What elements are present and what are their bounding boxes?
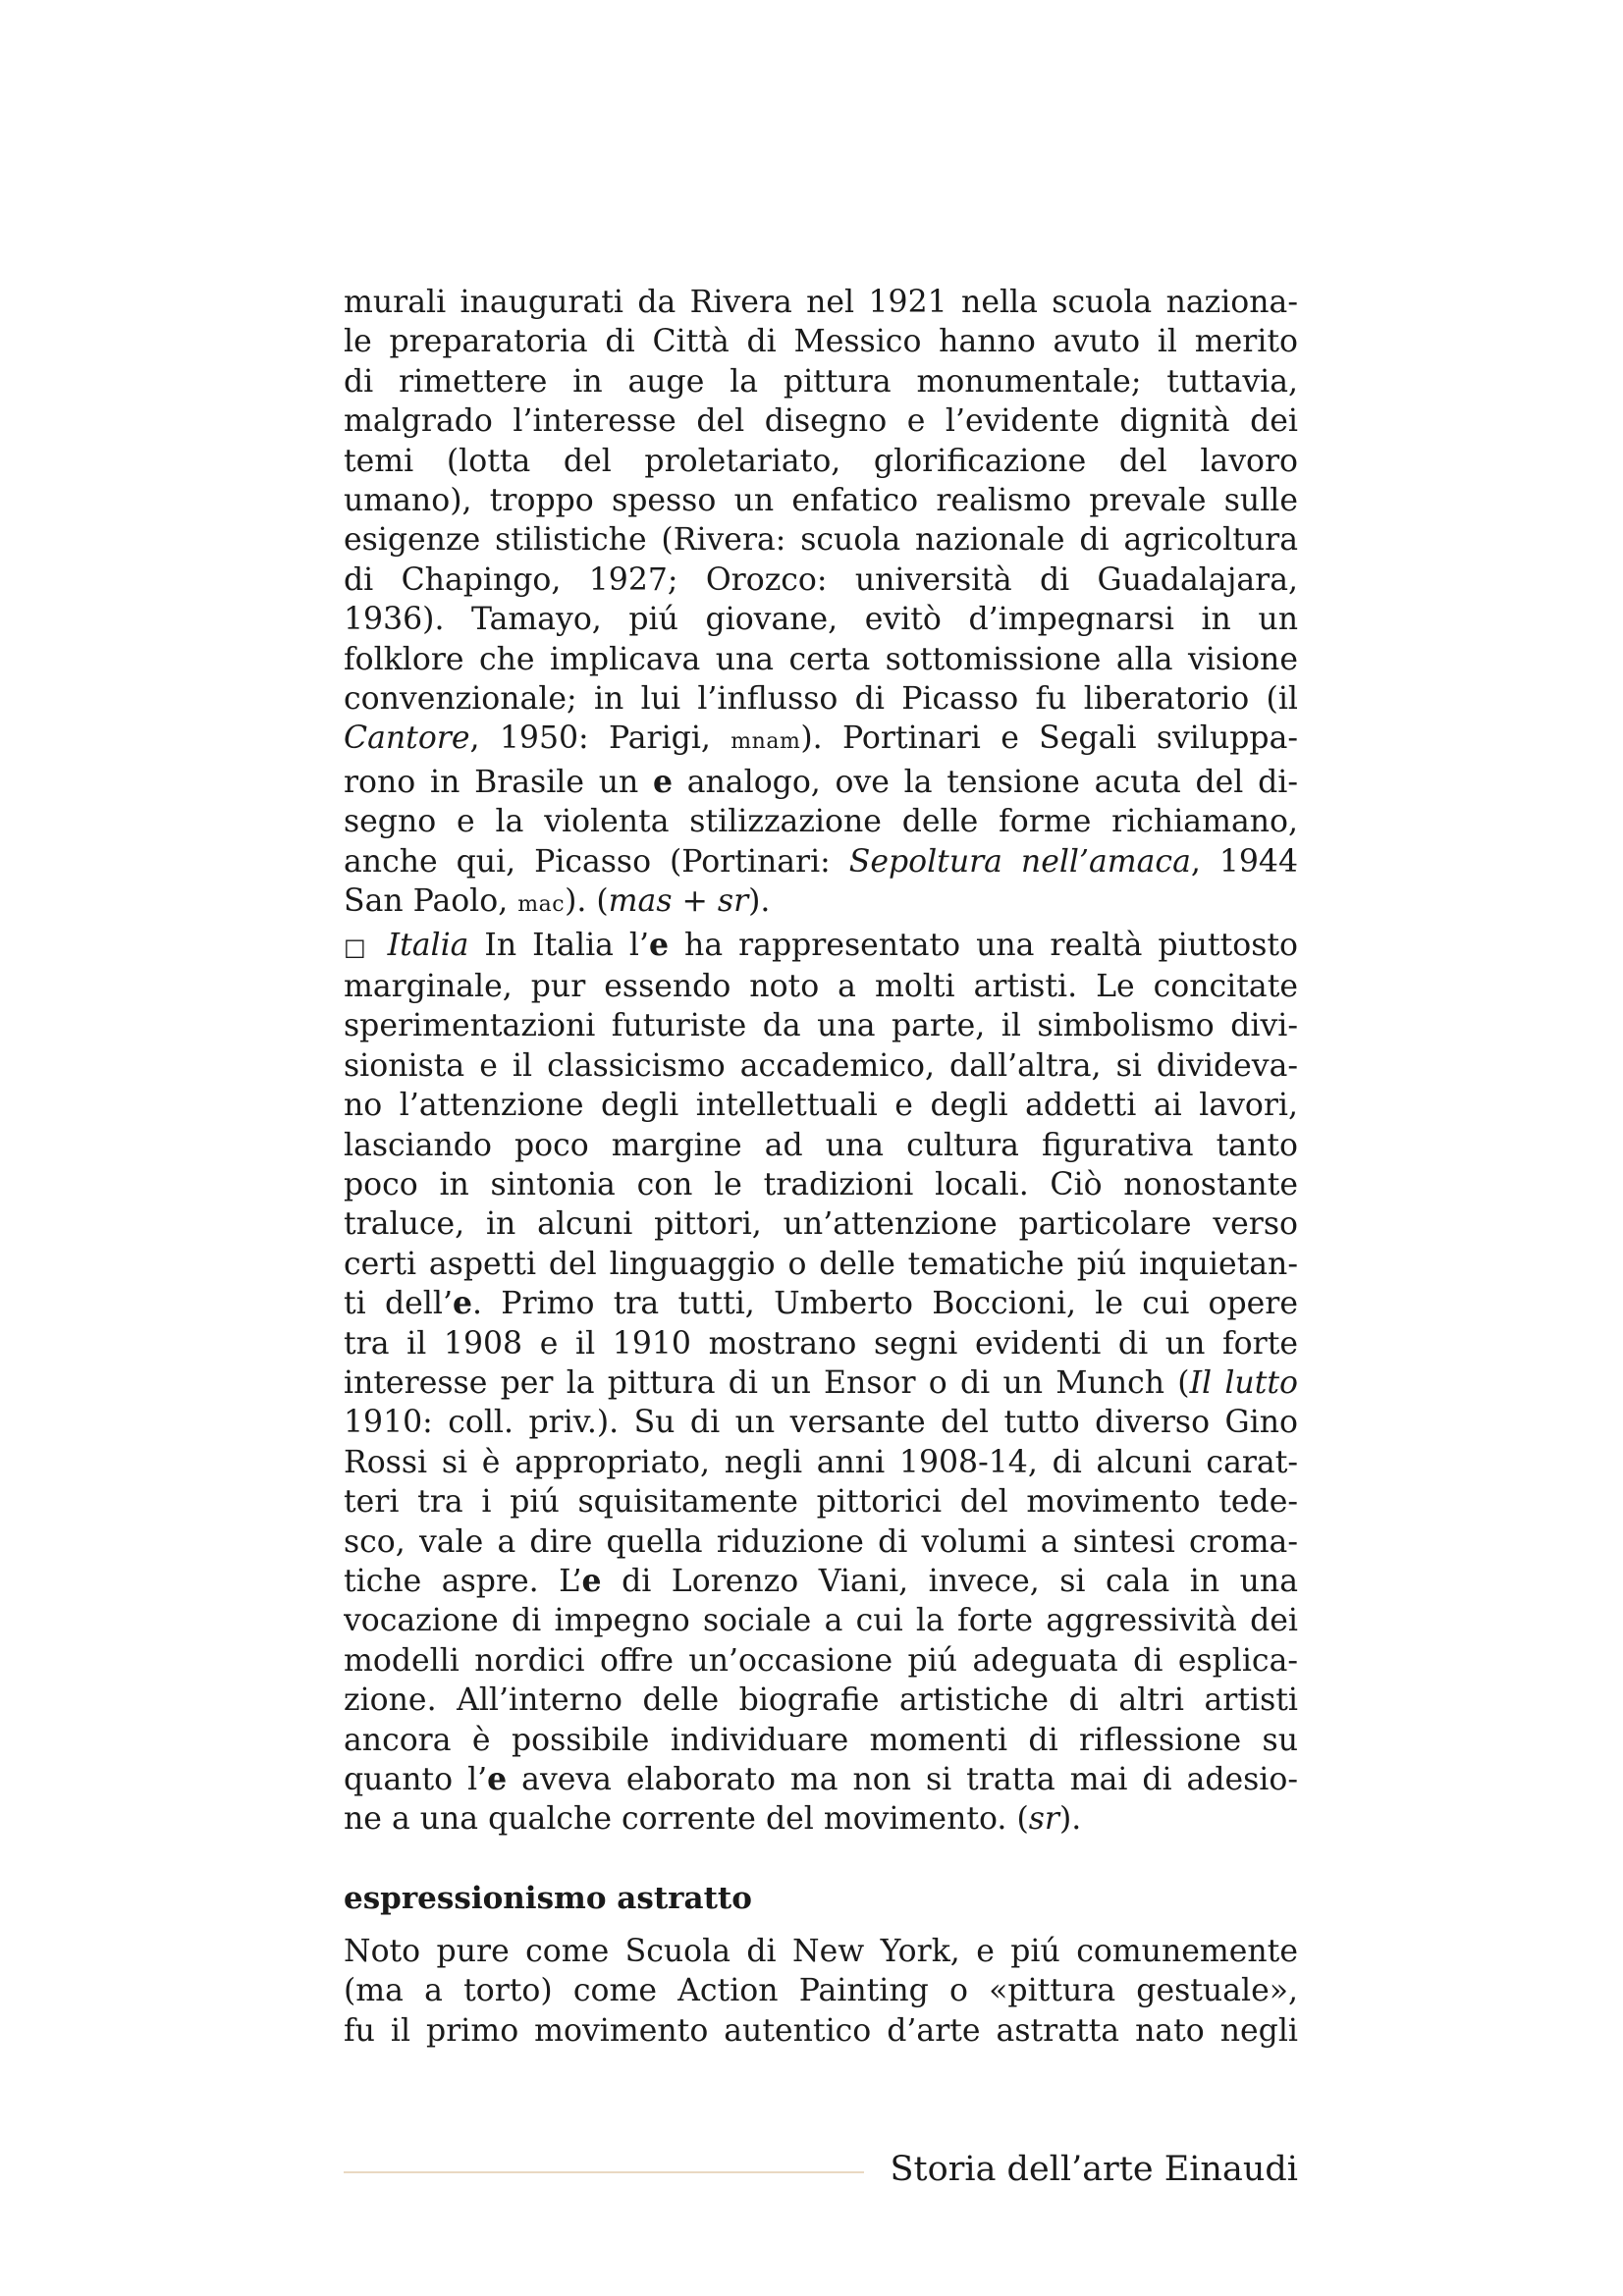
text-line: Noto pure come Scuola di New York, e piú comunemente	[344, 1933, 1298, 1969]
work-title: Il lutto	[1189, 1364, 1298, 1401]
museum-abbr: mnam	[730, 729, 801, 755]
body-text	[344, 283, 1298, 2051]
entry-abbr: e	[581, 1563, 602, 1599]
text-line: ancora è possibile individuare momenti di riflessione su	[344, 1722, 1298, 1758]
section-label: Italia	[387, 927, 469, 963]
text-line: traluce, in alcuni pittori, un’attenzione particolare verso	[344, 1206, 1298, 1243]
text-line	[344, 881, 1298, 925]
text-segment: , 1944	[1190, 843, 1298, 880]
text-segment: anche qui, Picasso (Portinari:	[344, 843, 849, 880]
text-line: esigenze stilistiche (Rivera: scuola nazionale di agricoltura	[344, 522, 1298, 559]
work-title: Sepoltura nell’amaca	[848, 843, 1191, 880]
text-line	[344, 1799, 1298, 1839]
section-box-icon: □	[344, 933, 372, 961]
text-segment: In Italia l’	[468, 927, 650, 963]
text-line: (ma a torto) come Action Painting o «pittura gestuale»,	[344, 1973, 1298, 2009]
museum-abbr: mac	[517, 892, 566, 918]
text-line: lasciando poco margine ad una cultura figurativa tanto	[344, 1127, 1298, 1163]
text-line: marginale, pur essendo noto a molti artisti. Le concitate	[344, 968, 1298, 1004]
text-segment: interesse per la pittura di un Ensor o di un Munch (	[344, 1364, 1190, 1401]
text-line: malgrado l’interesse del disegno e l’evidente dignità dei	[344, 403, 1298, 440]
text-line: zione. All’interno delle biografie artistiche di altri artisti	[344, 1682, 1298, 1719]
text-line: tra il 1908 e il 1910 mostrano segni evidenti di un forte	[344, 1325, 1298, 1362]
text-line: vocazione di impegno sociale a cui la forte aggressività dei	[344, 1603, 1298, 1639]
text-line: fu il primo movimento autentico d’arte astratta nato negli	[344, 2012, 1298, 2049]
text-line	[344, 719, 1298, 762]
text-line	[344, 1760, 1298, 1799]
text-segment: quanto l’	[344, 1762, 488, 1798]
text-segment: ha rappresentato una realtà piuttosto	[669, 927, 1298, 963]
text-line: segno e la violenta stilizzazione delle forme richiamano,	[344, 804, 1298, 840]
text-line	[344, 1363, 1298, 1403]
text-segment: . Primo tra tutti, Umberto Boccioni, le cui opere	[472, 1286, 1298, 1322]
text-line: umano), troppo spesso un enfatico realismo prevale sulle	[344, 483, 1298, 519]
text-segment: ).	[748, 883, 771, 920]
text-line: di rimettere in auge la pittura monumentale; tuttavia,	[344, 363, 1298, 400]
footer-publication-title: Storia dell’arte Einaudi	[890, 2150, 1298, 2189]
text-segment: ti dell’	[344, 1286, 453, 1322]
text-line: di Chapingo, 1927; Orozco: università di Guadalajara,	[344, 561, 1298, 598]
text-segment: , 1950: Parigi,	[469, 721, 731, 757]
text-line: convenzionale; in lui l’influsso di Picasso fu liberatorio (il	[344, 681, 1298, 718]
text-segment: ). Portinari e Segali sviluppa-	[800, 721, 1298, 757]
text-segment: tiche aspre. L’	[344, 1564, 582, 1599]
text-segment: di Lorenzo Viani, invece, si cala in una	[601, 1564, 1298, 1599]
text-line: sionista e il classicismo accademico, dall’altra, si divideva-	[344, 1047, 1298, 1084]
text-line: certi aspetti del linguaggio o delle tematiche piú inquietan-	[344, 1246, 1298, 1282]
text-line: sco, vale a dire quella riduzione di volumi a sintesi croma-	[344, 1523, 1298, 1560]
text-segment: ne a una qualche corrente del movimento. (	[344, 1801, 1029, 1838]
text-segment: ). (	[565, 883, 609, 920]
entry-abbr: e	[653, 763, 674, 800]
entry-heading: espressionismo astratto	[344, 1880, 752, 1916]
text-line: modelli nordici offre un’occasione piú adeguata di esplica-	[344, 1642, 1298, 1679]
text-line	[344, 1562, 1298, 1601]
section-gap	[344, 1840, 1298, 1879]
text-segment: rono in Brasile un	[344, 764, 654, 800]
text-line	[344, 1284, 1298, 1323]
text-line: sperimentazioni futuriste da una parte, il simbolismo divi-	[344, 1008, 1298, 1044]
text-line: no l’attenzione degli intellettuali e degli addetti ai lavori,	[344, 1088, 1298, 1124]
author-initials: mas + sr	[608, 883, 749, 920]
entry-abbr: e	[487, 1761, 508, 1798]
text-line	[344, 926, 1298, 967]
footer-rule	[344, 2171, 864, 2173]
text-segment: analogo, ove la tensione acuta del di-	[673, 764, 1298, 800]
text-line	[344, 763, 1298, 802]
text-line: le preparatoria di Città di Messico hanno avuto il merito	[344, 324, 1298, 360]
work-title: Cantore	[344, 721, 470, 757]
text-line	[344, 842, 1298, 881]
text-line: teri tra i piú squisitamente pittorici del movimento tede-	[344, 1484, 1298, 1521]
text-line: 1936). Tamayo, piú giovane, evitò d’impegnarsi in un	[344, 602, 1298, 638]
entry-abbr: e	[649, 926, 670, 963]
text-line: murali inaugurati da Rivera nel 1921 nella scuola naziona-	[344, 285, 1298, 320]
text-line: folklore che implicava una certa sottomissione alla visione	[344, 641, 1298, 677]
entry-abbr: e	[452, 1285, 473, 1322]
text-line: temi (lotta del proletariato, glorificazione del lavoro	[344, 443, 1298, 479]
text-line: poco in sintonia con le tradizioni locali. Ciò nonostante	[344, 1166, 1298, 1202]
text-line: 1910: coll. priv.). Su di un versante del tutto diverso Gino	[344, 1405, 1298, 1441]
text-line: Rossi si è appropriato, negli anni 1908-14, di alcuni carat-	[344, 1444, 1298, 1480]
text-segment: aveva elaborato ma non si tratta mai di adesio-	[507, 1762, 1298, 1798]
text-segment: San Paolo,	[344, 883, 518, 920]
text-segment: ).	[1058, 1801, 1082, 1838]
author-initials: sr	[1028, 1801, 1059, 1838]
